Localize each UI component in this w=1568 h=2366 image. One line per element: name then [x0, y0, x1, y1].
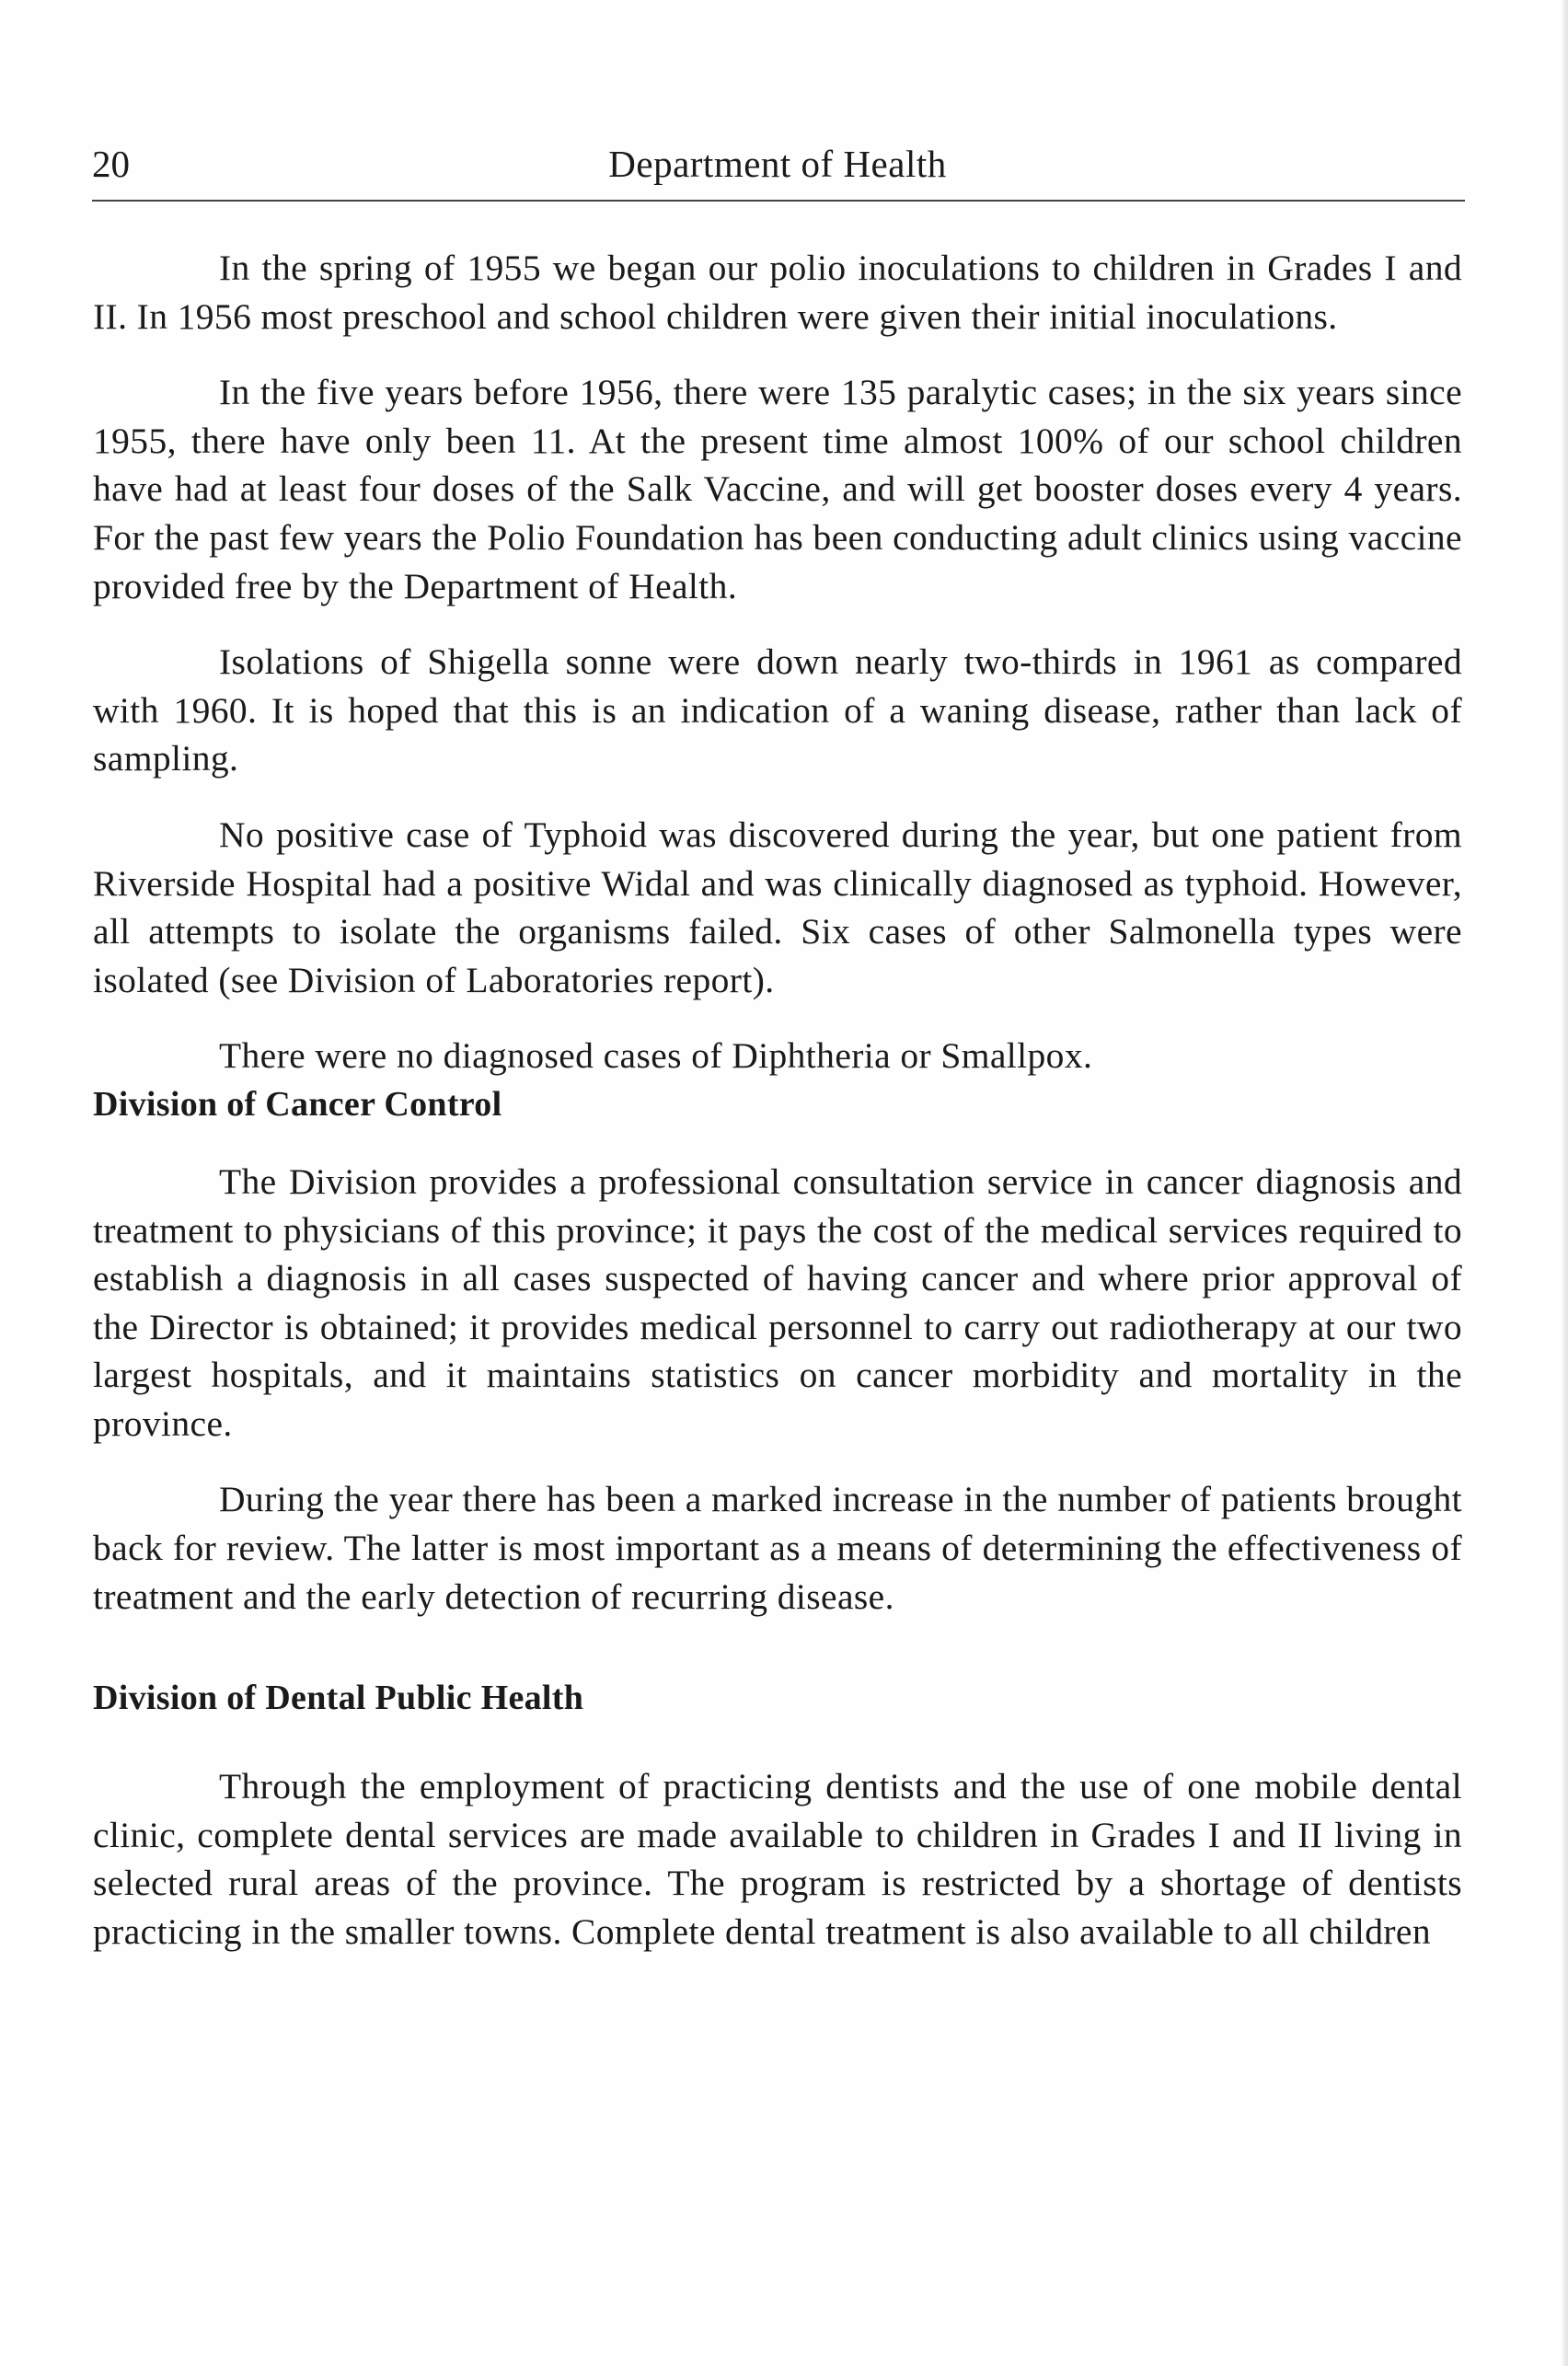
paragraph-cancer-services: The Division provides a professional consultation service in cancer diagnosis and treatment to physicians of this province; it pays the cost of the medical services required to establish a diagnosis in all cases suspected of having cancer and where prior approval of the Director is obtained; it provides medical personnel to carry out radiotherapy at our two largest hospitals, and it maintains statistics on cancer morbidity and mortality in the province.	[93, 1160, 1462, 1444]
paragraph-cancer-review: During the year there has been a marked increase in the number of patients brought back for review. The latter is most important as a means of determining the effectiveness of treatment and the early detection of recurring disease.	[93, 1479, 1462, 1617]
paragraph-polio-inoculations: In the spring of 1955 we began our polio inoculations to children in Grades I and II. In 1956 most preschool and school children were given their initial inoculations.	[93, 248, 1462, 337]
running-head	[92, 136, 1463, 191]
body-text	[93, 244, 1462, 1956]
paragraph-dental-services: Through the employment of practicing dentists and the use of one mobile dental clinic, complete dental services are made available to children in Grades I and II living in selected rural areas of the province. The program is restricted by a shortage of dentists practicing in the smaller towns. Complete dental treatment is also available to all children	[93, 1766, 1462, 1953]
paragraph-shigella: Isolations of Shigella sonne were down nearly two-thirds in 1961 as compared with 1960. It is hoped that this is an indication of a waning disease, rather than lack of sampling.	[93, 641, 1462, 779]
running-title: Department of Health	[608, 143, 947, 185]
heading-cancer-control: Division of Cancer Control	[93, 1084, 502, 1124]
page-number: 20	[92, 143, 130, 185]
paragraph-diphtheria-smallpox: There were no diagnosed cases of Diphtheria or Smallpox.	[219, 1035, 1093, 1077]
heading-dental-public-health: Division of Dental Public Health	[93, 1679, 584, 1718]
header-rule	[92, 200, 1465, 202]
paragraph-paralytic-cases: In the five years before 1956, there were 135 paralytic cases; in the six years since 1955, there have only been 11. At the present time almost 100% of our school children have had at least four doses of the Salk Vaccine, and will get booster doses every 4 years. For the past few years the Polio Foundation has been conducting adult clinics using vaccine provided free by the Department of Health.	[93, 372, 1462, 606]
page-edge-shadow	[1562, 0, 1568, 2366]
paragraph-typhoid: No positive case of Typhoid was discovered during the year, but one patient from Riverside Hospital had a positive Widal and was clinically diagnosed as typhoid. However, all attempts to isolate the organisms failed. Six cases of other Salmonella types were isolated (see Division of Laboratories report).	[93, 814, 1462, 1000]
